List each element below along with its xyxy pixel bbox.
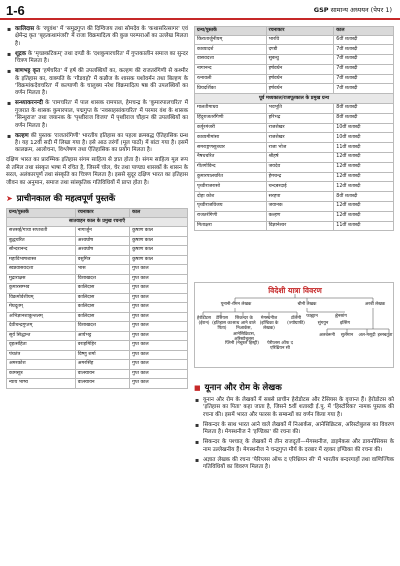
- arrow-icon: ➤: [6, 194, 13, 204]
- table-cell: हर्षवर्धन: [266, 84, 334, 94]
- table-row: [195, 35, 394, 45]
- table-group-row: [195, 94, 394, 104]
- table-row: [195, 74, 394, 84]
- page-number: 1-6: [6, 3, 25, 18]
- subject-label: सामान्य अध्ययन: [330, 6, 369, 14]
- table-cell: मेघदूतम्: [7, 303, 76, 313]
- table-cell: कालिदास: [75, 312, 129, 322]
- node-alexander-writers: सिकन्दर के साथ आने वाले निआर्कस, आनेसिक्रिटस, अरिस्टोबुलस: [232, 316, 256, 342]
- group-label: पूर्व मध्यकाल/राजपूतकाल के प्रमुख ग्रन्थ: [195, 94, 394, 104]
- table-cell: वात्स्यायन: [75, 379, 129, 389]
- table-cell: वसुमित्र: [75, 255, 129, 265]
- node-arab: अरबी लेखक: [364, 302, 386, 307]
- table-cell: कालिदास: [75, 303, 129, 313]
- table-row: [7, 255, 188, 265]
- table-row: [7, 236, 188, 246]
- section-title: प्राचीनकाल की महत्वपूर्ण पुस्तकें: [16, 194, 116, 205]
- book-title: [314, 5, 392, 14]
- table-cell: नागार्जुन: [75, 227, 129, 237]
- table-cell: मिताक्षरा: [195, 221, 267, 231]
- table-row: [7, 322, 188, 332]
- node-chinese: चीनी लेखक: [297, 302, 317, 307]
- table-cell: पृथ्वीराजविजय: [195, 202, 267, 212]
- table-cell: महाविभाषशास्त्र: [7, 255, 76, 265]
- node-pliny: प्लिनी (नेचुरल हिस्ट्री): [225, 341, 259, 346]
- table-cell: चन्दबरदाई: [266, 182, 334, 192]
- node-itsing: इत्सिंग: [340, 321, 350, 326]
- table-row: [7, 312, 188, 322]
- node-megasthenes: मेगस्थनीज (इण्डिका के लेखक): [259, 316, 279, 332]
- table-cell: दोहा कोश: [195, 192, 267, 202]
- table-cell: काव्यमीमांसा: [195, 133, 267, 143]
- table-cell: विशाखदत्त: [75, 274, 129, 284]
- table-cell: विष्णु शर्मा: [75, 350, 129, 360]
- table-row: [195, 55, 394, 65]
- table-cell: 10वीं शताब्दी: [334, 123, 394, 133]
- table-cell: 7वीं शताब्दी: [334, 45, 394, 55]
- right-column: [194, 26, 394, 231]
- table-row: [7, 265, 188, 275]
- table-cell: राजा भोज: [266, 143, 334, 153]
- table-cell: भवभूति: [266, 104, 334, 114]
- table-cell: हर्षवर्धन: [266, 64, 334, 74]
- table-cell: गुप्त काल: [130, 293, 188, 303]
- table-cell: जयानक: [266, 202, 334, 212]
- table-cell: 12वीं शताब्दी: [334, 162, 394, 172]
- table-cell: 12वीं शताब्दी: [334, 153, 394, 163]
- table-cell: हरिभद्र: [266, 113, 334, 123]
- table-cell: सुबन्धु: [266, 55, 334, 65]
- table-cell: सूर्य सिद्धान्त: [7, 331, 76, 341]
- table-cell: सौन्दरानन्द: [7, 246, 76, 256]
- table-cell: हर्षवर्धन: [266, 74, 334, 84]
- table-cell: कुमारपालचरित: [195, 172, 267, 182]
- table-cell: गुप्त काल: [130, 360, 188, 370]
- table-cell: नैषधचरित: [195, 153, 267, 163]
- table-cell: 8वीं शताब्दी: [334, 104, 394, 114]
- table-cell: गुप्त काल: [130, 322, 188, 332]
- table-cell: भास: [75, 265, 129, 275]
- bullet-item: ▪ यूनान और रोम के लेखकों में सबसे प्राचीन हेरोडोटस और टेसियस के वृत्तान्त हैं। हेरोडोटस को 'इतिहास का पिता' कहा जाता है, जिसने 5वीं शताब्दी ई.पू. में 'हिस्टोरिका' नामक पुस्तक की रचना की। इसमें भारत और फारस के सम्बन्धों का वर्णन किया गया है।: [194, 397, 394, 419]
- node-albiruni: अलबरूनी: [319, 333, 335, 338]
- diagram-title: विदेशी यात्रा विवरण: [268, 286, 322, 295]
- table-cell: 7वीं शताब्दी: [334, 84, 394, 94]
- greek-roman-section: [194, 376, 394, 474]
- table-cell: जयदेव: [266, 162, 334, 172]
- node-sungyun: सुंगयुन: [317, 321, 329, 326]
- table-row: [7, 331, 188, 341]
- table-cell: गुप्त काल: [130, 284, 188, 294]
- table-row: [7, 274, 188, 284]
- table-group-row: [7, 217, 188, 227]
- table-row: [195, 133, 394, 143]
- bullet-item: ▪ कालिदास के 'रघुवंश' में 'समुद्रगुप्त की दिग्विजय तथा सोमदेव के 'कथासरित्सागर' एवं क्षेमेन्द्र कृत 'बृहत्कथामंजरी' में राजा विक्रमादित्य की कुछ परम्पराओं का उल्लेख मिलता है।: [6, 26, 188, 48]
- table-cell: मुद्राराक्षस: [7, 274, 76, 284]
- table-row: [195, 192, 394, 202]
- table-row: [7, 227, 188, 237]
- table-cell: न्याय भाष्य: [7, 379, 76, 389]
- node-fahien: फाह्यान: [306, 314, 318, 319]
- bullet-item: ▪ शूद्रक के 'मृच्छकटिकम्' तथा दण्डी के 'दशकुमारचरित' में गुप्तकालीन समाज का सुन्दर चित्रण मिलता है।: [6, 51, 188, 66]
- left-column: [6, 26, 188, 389]
- table-row: [195, 45, 394, 55]
- table-cell: गुप्त काल: [130, 341, 188, 351]
- table-row: [195, 84, 394, 94]
- node-ibn-battuta: इब्नबतूता: [377, 333, 393, 338]
- table-cell: राजतरंगिणी: [195, 211, 267, 221]
- table-cell: किरातार्जुनीयम्: [195, 35, 267, 45]
- table-row: [7, 379, 188, 389]
- table-cell: हेमचन्द्र: [266, 172, 334, 182]
- table-cell: कुषाण काल: [130, 246, 188, 256]
- table-cell: 6वीं शताब्दी: [334, 35, 394, 45]
- table-row: [7, 360, 188, 370]
- table-cell: भारवि: [266, 35, 334, 45]
- table-row: [7, 284, 188, 294]
- bullet-item: ▪ सिकन्दर के साथ भारत आने वाले लेखकों में निआर्कस, आनेसिक्रिटस, अरिस्टोबुलस का विवरण मिलता है। मेगस्थनीज ने 'इण्डिका' की रचना की।: [194, 422, 394, 437]
- table-cell: अश्वघोष: [75, 236, 129, 246]
- table-row: [195, 211, 394, 221]
- table-cell: 7वीं शताब्दी: [334, 55, 394, 65]
- bullet-item: ▪ सन्ध्याकरनन्दी के 'रामचरित' में पाल शासक रामपाल, हेमचन्द्र के 'कुमारपालचरित' में गुजरात के शासक कुमारपाल, पद्मगुप्त के 'नवसाहसांकचरित' में परमार वंश के शासक 'सिन्धुराज' तथा जयानक के 'पृथ्वीराज विजय' में पृथ्वीराज चौहान की उपलब्धियों का वर्णन मिलता है।: [6, 100, 188, 130]
- table-cell: 12वीं शताब्दी: [334, 211, 394, 221]
- node-almasudi: अल-मसूदी: [358, 333, 376, 338]
- ancient-books-table: [6, 208, 188, 389]
- table-cell: गुप्त काल: [130, 350, 188, 360]
- brand-label: GSP: [313, 6, 329, 14]
- table-cell: गुप्त काल: [130, 379, 188, 389]
- paper-label: (पेपर 1): [370, 6, 392, 14]
- table-cell: वात्स्यायन: [75, 369, 129, 379]
- table-row: [195, 172, 394, 182]
- table-cell: वासवदत्ता: [195, 55, 267, 65]
- table-cell: समराङ्गणसूत्रधार: [195, 143, 267, 153]
- table-row: [7, 246, 188, 256]
- column-header: रचनाकार: [75, 209, 129, 218]
- table-cell: कल्हण: [266, 211, 334, 221]
- table-cell: राजशेखर: [266, 133, 334, 143]
- table-row: [195, 182, 394, 192]
- table-row: [195, 202, 394, 212]
- table-cell: देवीचन्द्रगुप्तम्: [7, 322, 76, 332]
- table-cell: नागानन्द: [195, 64, 267, 74]
- table-cell: 12वीं शताब्दी: [334, 202, 394, 212]
- table-cell: 11वीं शताब्दी: [334, 143, 394, 153]
- table-cell: 12वीं शताब्दी: [334, 172, 394, 182]
- table-row: [195, 143, 394, 153]
- node-periplus: पेरीप्लस ऑफ द एरिथ्रियन सी: [267, 341, 293, 352]
- table-cell: कुमारसम्भव: [7, 284, 76, 294]
- body-paragraph: दक्षिण भारत का प्रारम्भिक इतिहास संगम साहित्य से ज्ञात होता है। संगम साहित्य मूल रूप से तमिल तथा संस्कृत भाषा में रचित है, जिसमें चोल, चेर तथा पाण्ड्य शासकों के शासन के सरल, अलंकारपूर्ण तथा संस्कृति का चित्रण मिलता है। इससे सुदूर दक्षिण भारत का इतिहास जीवन का अनुमान, समाज तथा सांस्कृतिक गतिविधियों में प्राप्त होता है।: [6, 157, 188, 186]
- table-cell: रत्नावली: [195, 74, 267, 84]
- bullet-item: ▪ अज्ञात लेखक की रचना 'पेरिप्लस ऑफ द एरिथ्रियन सी' में भारतीय बन्दरगाहों तथा वाणिज्यिक गतिविधियों का विवरण मिलता है।: [194, 457, 394, 472]
- table-cell: 12वीं शताब्दी: [334, 182, 394, 192]
- table-row: [7, 341, 188, 351]
- table-cell: अमरकोश: [7, 360, 76, 370]
- table-cell: विक्रमोर्वशीयम्: [7, 293, 76, 303]
- bullet-item: ▪ कल्हण की पुस्तक 'राजतरंगिणी' भारतीय इतिहास का पहला क्रमबद्ध ऐतिहासिक ग्रन्थ है। यह 12वीं सदी में लिखा गया है। इसे आठ तरंगों (मूल पाठों) में बांटा गया है। इसमें कालक्रम, आलोचना, विश्लेषण तथा ऐतिहासिक का प्रयोग मिलता है।: [6, 133, 188, 155]
- table-cell: राजशेखर: [266, 123, 334, 133]
- node-hiuen-tsang: ह्वेनसांग: [335, 314, 347, 319]
- table-row: [195, 123, 394, 133]
- table-cell: काव्यादर्श: [195, 45, 267, 55]
- table-row: [195, 221, 394, 231]
- table-cell: मालतीमाधव: [195, 104, 267, 114]
- table-cell: 7वीं शताब्दी: [334, 74, 394, 84]
- table-cell: विज्ञानेश्वर: [266, 221, 334, 231]
- node-herodotus: हेरोडोटस (ईरान): [197, 316, 211, 327]
- node-sulaiman: सुलेमान: [340, 333, 354, 338]
- table-cell: कालिदास: [75, 284, 129, 294]
- table-cell: कुषाण काल: [130, 255, 188, 265]
- table-cell: सत्तसई/गाथा सप्तशती: [7, 227, 76, 237]
- node-ctesias: टेसियस (इतिहास का पिता): [212, 316, 232, 332]
- section-heading: [6, 193, 188, 204]
- table-cell: गुप्त काल: [130, 312, 188, 322]
- table-cell: कर्पूरमंजरी: [195, 123, 267, 133]
- square-icon: ■: [194, 383, 201, 392]
- table-row: [195, 104, 394, 114]
- table-cell: 10वीं शताब्दी: [334, 133, 394, 143]
- table-cell: 7वीं शताब्दी: [334, 64, 394, 74]
- table-cell: कुषाण काल: [130, 227, 188, 237]
- node-ptolemy: टॉलेमी (ज्योग्राफी): [287, 316, 305, 327]
- table-cell: अमरसिंह: [75, 360, 129, 370]
- group-label: सातवाहन काल के प्रमुख रचनाएँ: [7, 217, 188, 227]
- table-cell: गुप्त काल: [130, 265, 188, 275]
- column-header: ग्रन्थ/पुस्तकें: [195, 27, 267, 36]
- section-heading: [194, 382, 394, 393]
- table-row: [195, 153, 394, 163]
- table-row: [7, 350, 188, 360]
- bullet-item: ▪ सिकन्दर के पश्चात् के लेखकों में तीन राजदूतों—मेगस्थनीज, डाइमेकस और डायनोसियस के नाम उल्लेखनीय हैं। मेगस्थनीज ने चन्द्रगुप्त मौर्य के दरबार में रहकर इण्डिका की रचना की।: [194, 439, 394, 454]
- table-row: [7, 303, 188, 313]
- table-cell: बुद्धचरित: [7, 236, 76, 246]
- table-cell: वराहमिहिर: [75, 341, 129, 351]
- section-title: यूनान और रोम के लेखक: [204, 383, 282, 393]
- table-header-row: [7, 209, 188, 218]
- foreign-travellers-diagram: [194, 282, 394, 368]
- table-row: [195, 162, 394, 172]
- table-row: [7, 293, 188, 303]
- table-cell: गुप्त काल: [130, 369, 188, 379]
- table-cell: सरहपा: [266, 192, 334, 202]
- medieval-books-table: [194, 26, 394, 231]
- node-greek-roman: यूनानी-रोमन लेखक: [220, 302, 252, 307]
- table-cell: 11वीं शताब्दी: [334, 221, 394, 231]
- table-cell: पंचतंत्र: [7, 350, 76, 360]
- table-cell: गुप्त काल: [130, 303, 188, 313]
- column-header: ग्रन्थ/पुस्तकें: [7, 209, 76, 218]
- table-cell: गीतगोविन्द: [195, 162, 267, 172]
- column-header: रचनाकार: [266, 27, 334, 36]
- table-cell: कालिदास: [75, 293, 129, 303]
- table-cell: 8वीं शताब्दी: [334, 113, 394, 123]
- table-cell: गुप्त काल: [130, 274, 188, 284]
- table-cell: पृथ्वीराजरासो: [195, 182, 267, 192]
- table-cell: स्वप्नवासवदत्ता: [7, 265, 76, 275]
- table-cell: कुषाण काल: [130, 236, 188, 246]
- table-cell: अभिज्ञानशाकुन्तलम्: [7, 312, 76, 322]
- table-cell: हिंदुराजतरंगिणी: [195, 113, 267, 123]
- header-rule: [0, 18, 400, 20]
- page-header: [0, 0, 400, 20]
- table-cell: विशाखदत्त: [75, 322, 129, 332]
- table-cell: दण्डी: [266, 45, 334, 55]
- column-header: काल: [130, 209, 188, 218]
- table-cell: आर्यभट्ट: [75, 331, 129, 341]
- table-cell: वृहत्संहिता: [7, 341, 76, 351]
- bullet-item: ▪ बाणभट्ट कृत 'हर्षचरित' में हर्ष की उपलब्धियों का, कल्हण की राजतरंगिणी से कश्मीर के इतिहास का, वाक्पति के 'गौडवहो' में कन्नौज के शासक यशोवर्मन तथा बिल्हण के 'विक्रमांकदेवचरित' में कल्याणी के चालुक्य नरेश विक्रमादित्य षष्ठ की उपलब्धियों का वर्णन मिलता है।: [6, 68, 188, 98]
- table-cell: श्रीहर्ष: [266, 153, 334, 163]
- table-cell: 8वीं शताब्दी: [334, 192, 394, 202]
- table-cell: गुप्त काल: [130, 331, 188, 341]
- table-cell: प्रियदर्शिका: [195, 84, 267, 94]
- column-header: काल: [334, 27, 394, 36]
- table-cell: कामसूत्र: [7, 369, 76, 379]
- table-row: [195, 113, 394, 123]
- table-header-row: [195, 27, 394, 36]
- table-cell: अश्वघोष: [75, 246, 129, 256]
- table-row: [195, 64, 394, 74]
- table-row: [7, 369, 188, 379]
